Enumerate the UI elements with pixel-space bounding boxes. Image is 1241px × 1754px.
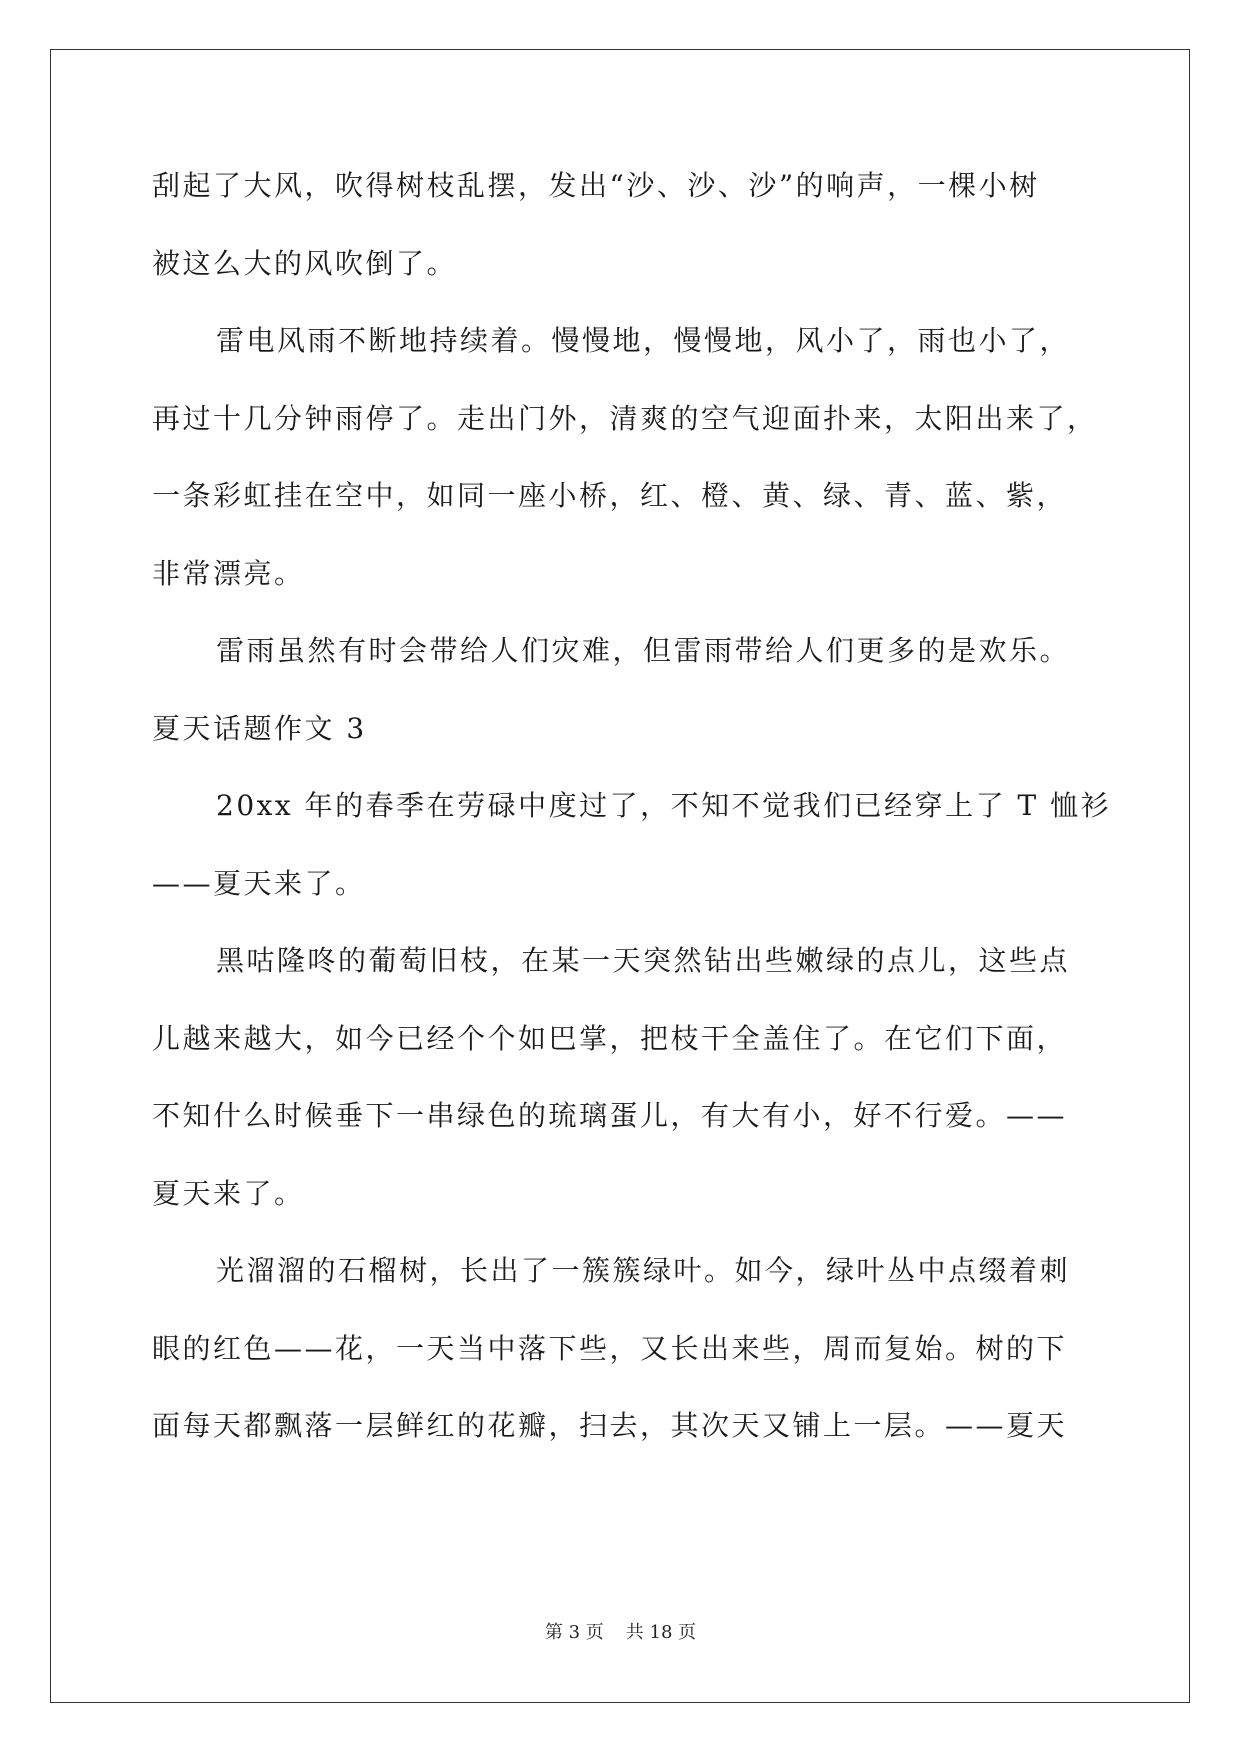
text-line: 儿越来越大，如今已经个个如巴掌，把枝干全盖住了。在它们下面， bbox=[152, 1021, 1068, 1055]
paragraph-start-line: 光溜溜的石榴树，长出了一簇簇绿叶。如今，绿叶丛中点缀着刺 bbox=[216, 1254, 1071, 1287]
text-line: 再过十几分钟雨停了。走出门外，清爽的空气迎面扑来，太阳出来了， bbox=[152, 401, 1098, 435]
text-line: 面每天都飘落一层鲜红的花瓣，扫去，其次天又铺上一层。——夏天 bbox=[152, 1409, 1068, 1442]
text-line: 夏天来了。 bbox=[152, 1176, 305, 1210]
text-line: 刮起了大风，吹得树枝乱摆，发出“沙、沙、沙”的响声，一棵小树 bbox=[152, 169, 1040, 202]
text-line: 不知什么时候垂下一串绿色的琉璃蛋儿，有大有小，好不行爱。—— bbox=[152, 1099, 1068, 1132]
total-pages: 共 18 页 bbox=[625, 1622, 697, 1643]
text-line: 一条彩虹挂在空中，如同一座小桥，红、橙、黄、绿、青、蓝、紫， bbox=[152, 479, 1068, 512]
text-line: 被这么大的风吹倒了。 bbox=[152, 246, 458, 280]
paragraph-start-line: 雷电风雨不断地持续着。慢慢地，慢慢地，风小了，雨也小了， bbox=[216, 324, 1071, 357]
section-heading: 夏天话题作文 3 bbox=[152, 711, 367, 745]
paragraph-start-line: 20xx 年的春季在劳碌中度过了，不知不觉我们已经穿上了 T 恤衫 bbox=[216, 789, 1112, 822]
text-line: ——夏天来了。 bbox=[152, 866, 366, 900]
text-line: 眼的红色——花，一天当中落下些，又长出来些，周而复始。树的下 bbox=[152, 1331, 1068, 1365]
paragraph-start-line: 雷雨虽然有时会带给人们灾难，但雷雨带给人们更多的是欢乐。 bbox=[216, 634, 1071, 667]
document-body bbox=[152, 147, 1112, 1465]
page-footer bbox=[0, 1618, 1241, 1644]
page-number: 第 3 页 bbox=[544, 1622, 604, 1643]
text-line: 非常漂亮。 bbox=[152, 556, 305, 590]
paragraph-start-line: 黑咕隆咚的葡萄旧枝，在某一天突然钻出些嫩绿的点儿，这些点 bbox=[216, 944, 1071, 977]
